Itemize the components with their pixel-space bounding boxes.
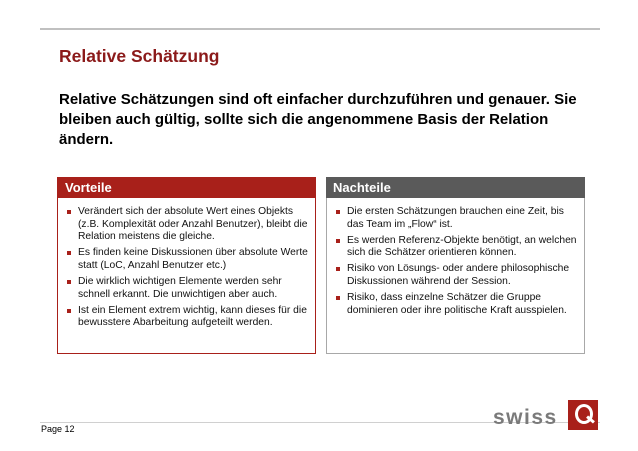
vorteile-item: Verändert sich der absolute Wert eines Objekts (z.B. Komplexität oder Anzahl Benutzer), bleibt die Relation meistens die gleiche. [66, 206, 309, 244]
title-divider [40, 28, 600, 30]
vorteile-item: Ist ein Element extrem wichtig, kann dieses für die bewusstere Abarbeitung aufgeteilt werden. [66, 305, 309, 330]
nachteile-box [326, 198, 585, 354]
nachteile-item: Es werden Referenz-Objekte benötigt, an welchen sich die Schätzer orientieren können. [335, 235, 578, 260]
nachteile-item: Die ersten Schätzungen brauchen eine Zeit, bis das Team im „Flow“ ist. [335, 206, 578, 231]
vorteile-header: Vorteile [57, 177, 316, 198]
vorteile-item: Die wirklich wichtigen Elemente werden sehr schnell erkannt. Die unwichtigen aber auch. [66, 276, 309, 301]
vorteile-box [57, 198, 316, 354]
vorteile-item: Es finden keine Diskussionen über absolute Werte statt (LoC, Anzahl Benutzer etc.) [66, 247, 309, 272]
logo-text: swiss [493, 406, 558, 429]
nachteile-header: Nachteile [326, 177, 585, 198]
nachteile-list [327, 198, 584, 317]
nachteile-item: Risiko von Lösungs- oder andere philosophische Diskussionen während der Session. [335, 263, 578, 288]
q-logo-icon [568, 400, 598, 430]
page-number: Page 12 [41, 424, 75, 434]
nachteile-item: Risiko, dass einzelne Schätzer die Gruppe dominieren oder ihre politische Kraft ausspielen. [335, 292, 578, 317]
vorteile-list [58, 198, 315, 330]
slide-title: Relative Schätzung [59, 46, 220, 66]
intro-text: Relative Schätzungen sind oft einfacher durchzuführen und genauer. Sie bleiben auch gültig, sollte sich die angenommene Basis der Relation ändern. [59, 91, 577, 148]
